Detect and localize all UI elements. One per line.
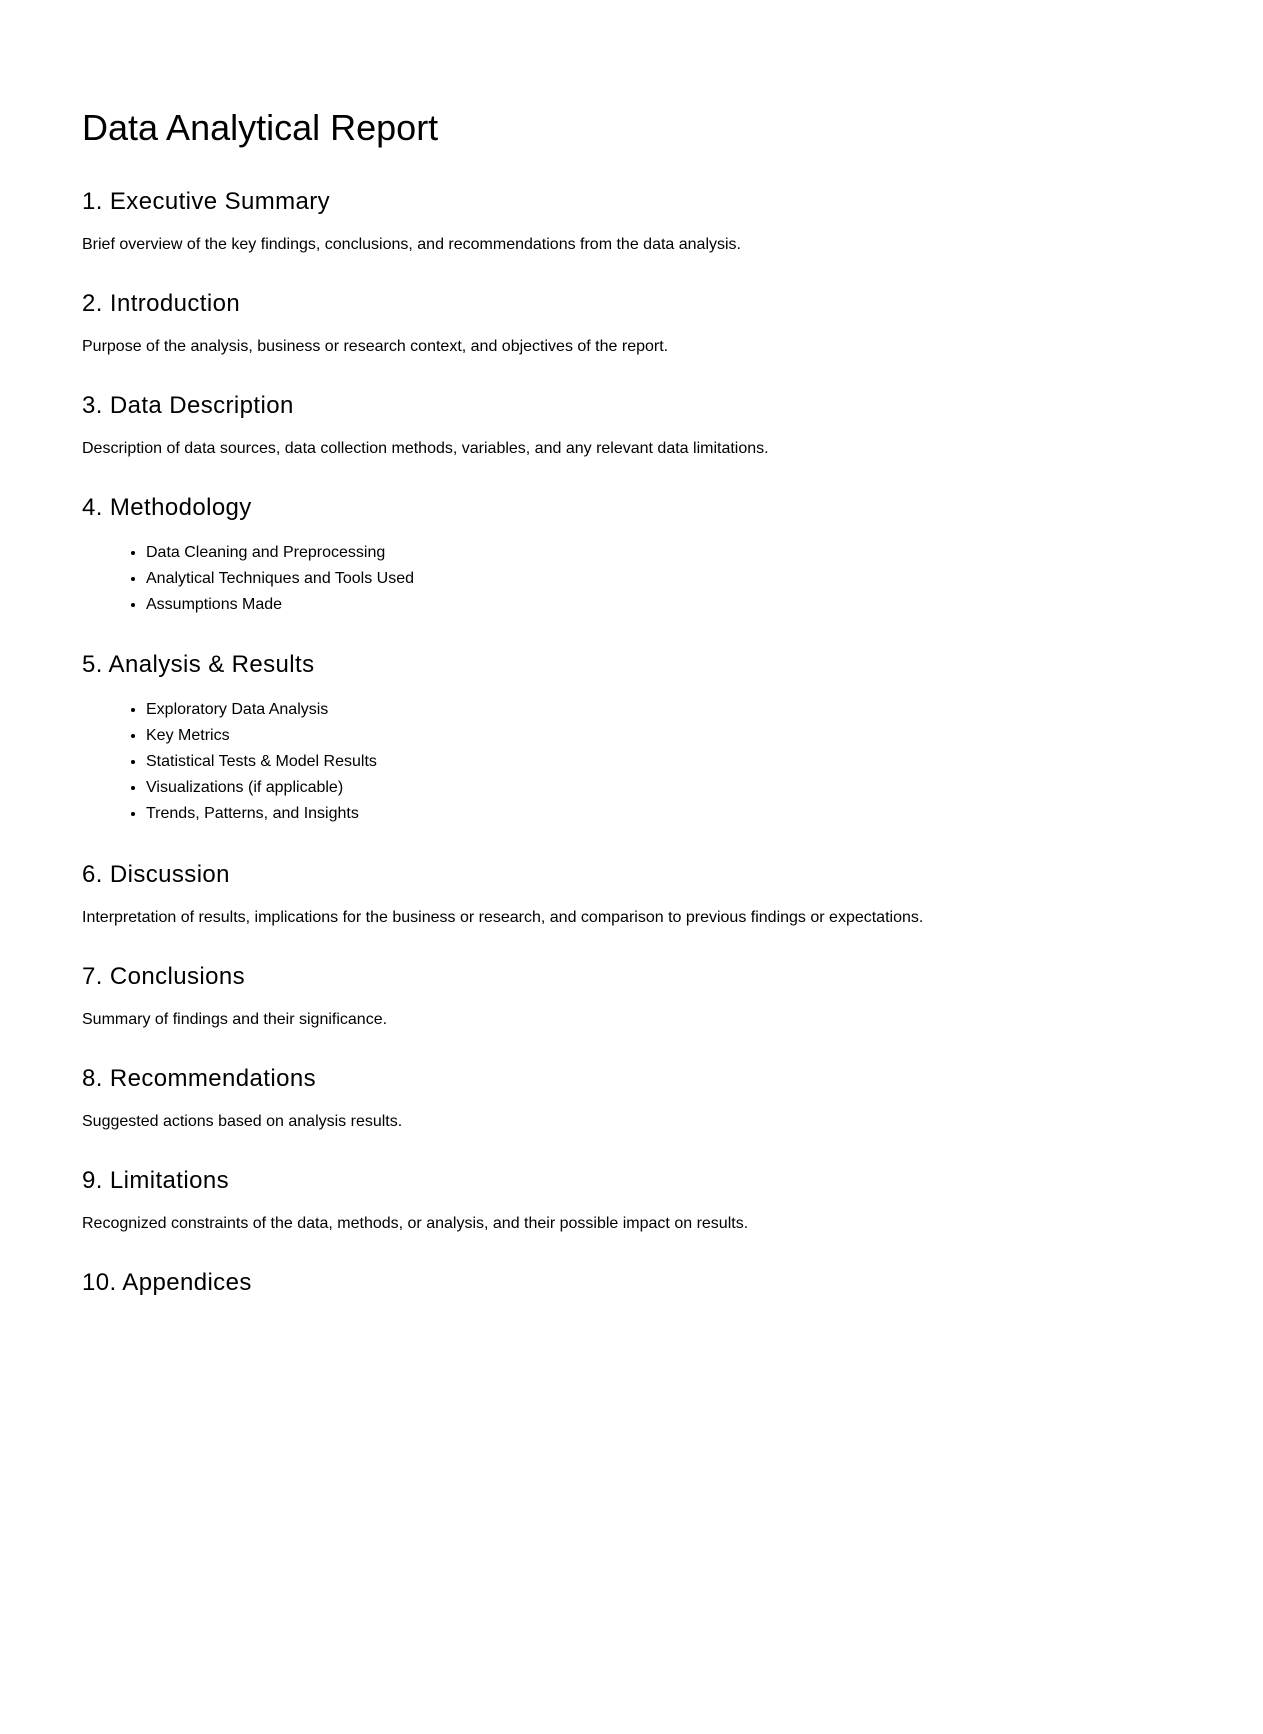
section-heading: 2. Introduction <box>82 290 241 317</box>
section-heading: 10. Appendices <box>82 1269 252 1296</box>
document-title: Data Analytical Report <box>82 107 439 148</box>
section-methodology <box>82 493 1182 613</box>
section-appendices <box>82 1268 1182 1298</box>
list-item: • Analytical Techniques and Tools Used <box>146 566 414 592</box>
section-data-description <box>82 391 1182 457</box>
list-item: • Visualizations (if applicable) <box>146 775 377 801</box>
bullet-list <box>82 540 414 618</box>
section-introduction <box>82 289 1182 355</box>
list-item: • Key Metrics <box>146 723 377 749</box>
section-heading: 1. Executive Summary <box>82 188 331 215</box>
section-discussion <box>82 860 1182 926</box>
section-limitations <box>82 1166 1182 1232</box>
list-item: • Assumptions Made <box>146 592 414 618</box>
list-item: • Exploratory Data Analysis <box>146 697 377 723</box>
section-conclusions <box>82 962 1182 1028</box>
list-item: • Data Cleaning and Preprocessing <box>146 540 414 566</box>
section-heading: 5. Analysis & Results <box>82 651 315 678</box>
section-body: Purpose of the analysis, business or research context, and objectives of the report. <box>82 338 669 355</box>
section-analysis-results <box>82 650 1182 822</box>
section-body: Interpretation of results, implications for the business or research, and comparison to previous findings or expectations. <box>82 909 924 926</box>
section-body: Suggested actions based on analysis results. <box>82 1113 403 1130</box>
section-heading: 4. Methodology <box>82 494 252 521</box>
list-item: • Trends, Patterns, and Insights <box>146 801 377 827</box>
section-heading: 9. Limitations <box>82 1167 229 1194</box>
section-heading: 7. Conclusions <box>82 963 246 990</box>
section-executive-summary <box>82 187 1182 253</box>
bullet-list <box>82 697 377 827</box>
section-body: Description of data sources, data collection methods, variables, and any relevant data limitations. <box>82 440 769 457</box>
section-body: Recognized constraints of the data, methods, or analysis, and their possible impact on results. <box>82 1215 749 1232</box>
list-item: • Statistical Tests & Model Results <box>146 749 377 775</box>
section-body: Summary of findings and their significance. <box>82 1011 388 1028</box>
section-body: Brief overview of the key findings, conclusions, and recommendations from the data analysis. <box>82 236 741 253</box>
section-heading: 6. Discussion <box>82 861 230 888</box>
section-heading: 3. Data Description <box>82 392 294 419</box>
section-recommendations <box>82 1064 1182 1130</box>
section-heading: 8. Recommendations <box>82 1065 316 1092</box>
